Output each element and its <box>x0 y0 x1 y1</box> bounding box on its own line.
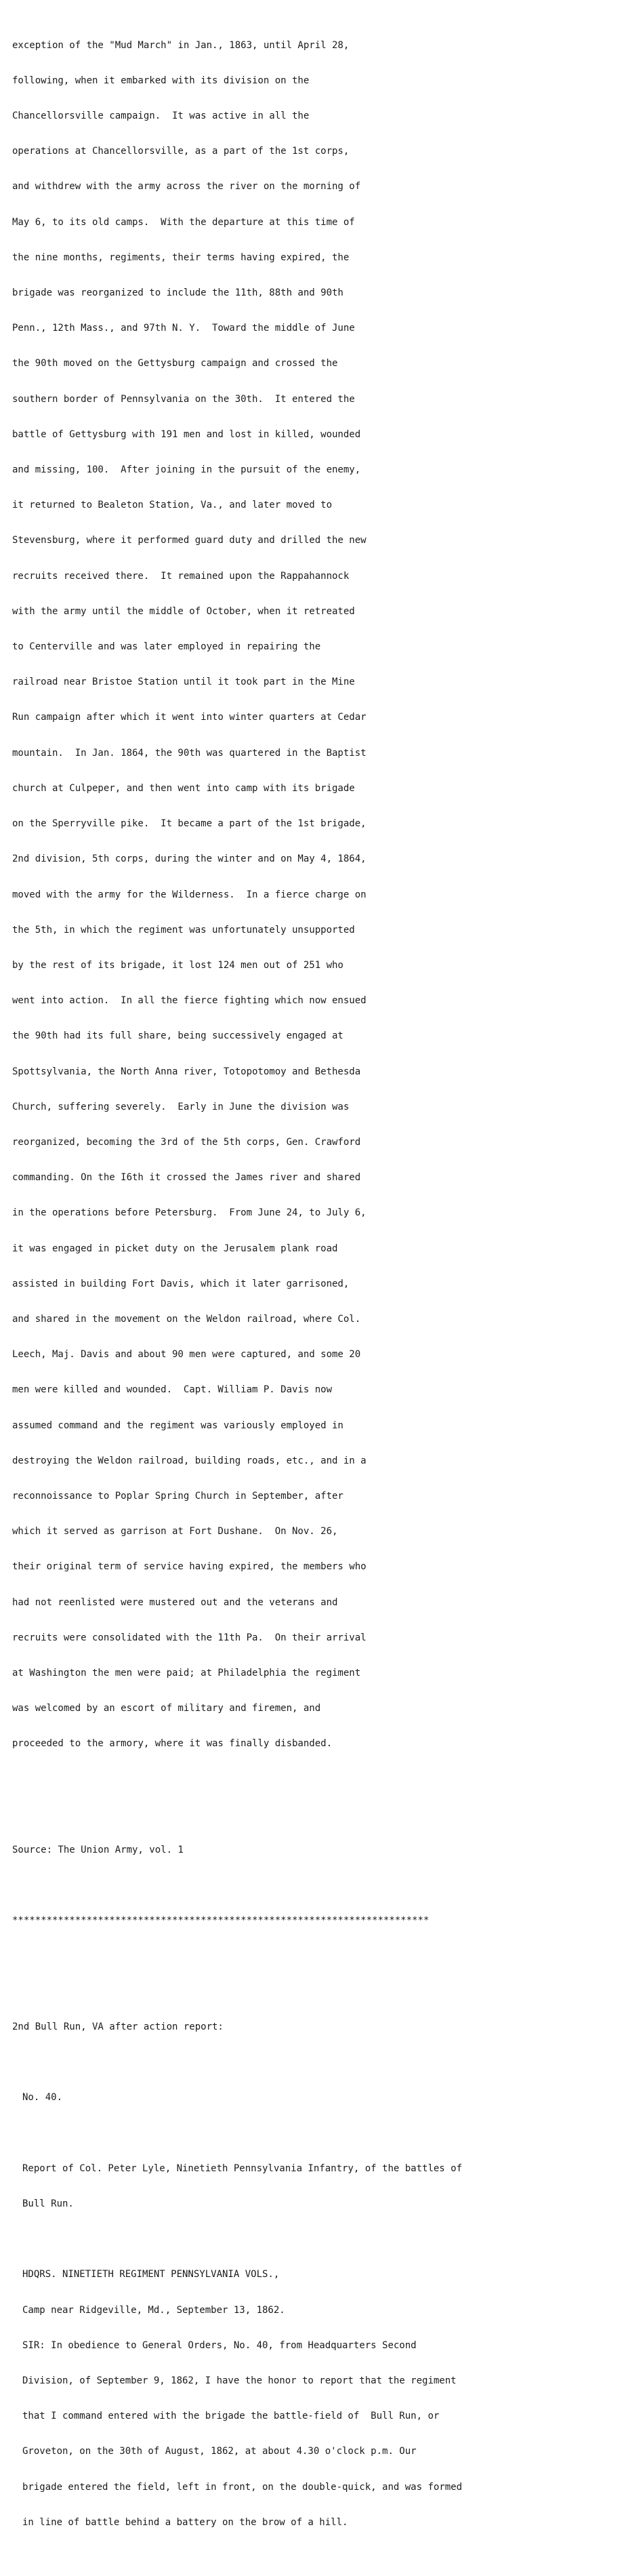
history-line: their original term of service having expired, the members who <box>12 1561 367 1573</box>
history-line: Spottsylvania, the North Anna river, Totopotomoy and Bethesda <box>12 1066 361 1077</box>
history-line: commanding. On the I6th it crossed the James river and shared <box>12 1172 361 1184</box>
history-line: the nine months, regiments, their terms having expired, the <box>12 251 350 263</box>
history-line: the 5th, in which the regiment was unfortunately unsupported <box>12 924 355 935</box>
history-line: railroad near Bristoe Station until it took part in the Mine <box>12 677 355 688</box>
history-line: assisted in building Fort Davis, which it later garrisoned, <box>12 1278 350 1289</box>
report-body-line: in line of battle behind a battery on the brow of a hill. <box>22 2516 348 2528</box>
history-line: in the operations before Petersburg. From June 24, to July 6, <box>12 1207 367 1219</box>
history-line: battle of Gettysburg with 191 men and lost in killed, wounded <box>12 428 361 440</box>
history-line: Run campaign after which it went into winter quarters at Cedar <box>12 712 367 723</box>
history-line: by the rest of its brigade, it lost 124 men out of 251 who <box>12 959 344 971</box>
history-line: reconnoissance to Poplar Spring Church in September, after <box>12 1490 344 1502</box>
history-line: and missing, 100. After joining in the pursuit of the enemy, <box>12 464 361 476</box>
history-line: destroying the Weldon railroad, building roads, etc., and in a <box>12 1455 367 1466</box>
history-line: southern border of Pennsylvania on the 30th. It entered the <box>12 393 355 405</box>
history-line: exception of the "Mud March" in Jan., 1863, until April 28, <box>12 39 350 51</box>
history-line: moved with the army for the Wilderness. In a fierce charge on <box>12 889 367 900</box>
spacer <box>12 1880 462 1891</box>
history-line: recruits were consolidated with the 11th Pa. On their arrival <box>12 1632 367 1643</box>
history-line: Stevensburg, where it performed guard duty and drilled the new <box>12 535 367 546</box>
spacer <box>12 1809 462 1821</box>
history-line: assumed command and the regiment was variously employed in <box>12 1420 344 1431</box>
history-line: it was engaged in picket duty on the Jerusalem plank road <box>12 1243 338 1254</box>
spacer <box>12 2128 462 2139</box>
history-line: Penn., 12th Mass., and 97th N. Y. Toward the middle of June <box>12 323 355 334</box>
report-heading: 2nd Bull Run, VA after action report: <box>12 2021 224 2033</box>
history-line: Church, suffering severely. Early in June the division was <box>12 1101 350 1112</box>
report-body-line: SIR: In obedience to General Orders, No. 40, from Headquarters Second <box>22 2339 417 2351</box>
history-line: 2nd division, 5th corps, during the winter and on May 4, 1864, <box>12 853 367 865</box>
history-line: with the army until the middle of October, when it retreated <box>12 605 355 617</box>
history-line: proceeded to the armory, where it was finally disbanded. <box>12 1738 333 1750</box>
report-number: No. 40. <box>22 2092 63 2104</box>
history-line: had not reenlisted were mustered out and the veterans and <box>12 1596 338 1608</box>
report-body-line: Camp near Ridgeville, Md., September 13, 1862. <box>22 2304 285 2316</box>
after-action-report <box>12 1998 462 2552</box>
history-line: the 90th had its full share, being successively engaged at <box>12 1030 344 1042</box>
history-line: mountain. In Jan. 1864, the 90th was quartered in the Baptist <box>12 747 367 759</box>
history-line: and withdrew with the army across the river on the morning of <box>12 181 361 193</box>
report-body-line: HDQRS. NINETIETH REGIMENT PENNSYLVANIA VOLS., <box>22 2269 280 2280</box>
history-line: church at Culpeper, and then went into camp with its brigade <box>12 782 355 794</box>
history-line: Chancellorsville campaign. It was active in all the <box>12 110 310 122</box>
history-line: Leech, Maj. Davis and about 90 men were captured, and some 20 <box>12 1349 361 1361</box>
history-line: May 6, to its old camps. With the departure at this time of <box>12 216 355 228</box>
history-line: was welcomed by an escort of military and firemen, and <box>12 1703 321 1714</box>
regiment-history <box>12 16 462 1774</box>
history-line: operations at Chancellorsville, as a part of the 1st corps, <box>12 146 350 157</box>
document-text <box>12 0 462 2576</box>
asterisk-separator: ************************************************************************* <box>12 1915 430 1927</box>
report-body-line: Groveton, on the 30th of August, 1862, at about 4.30 o'clock p.m. Our <box>22 2446 417 2457</box>
history-line: men were killed and wounded. Capt. William P. Davis now <box>12 1384 333 1396</box>
spacer <box>12 1951 462 1963</box>
history-line: at Washington the men were paid; at Philadelphia the regiment <box>12 1667 361 1678</box>
spacer <box>12 2057 462 2068</box>
report-body-line: that I command entered with the brigade the battle-field of Bull Run, or <box>22 2411 440 2422</box>
report-title-line: Bull Run. <box>22 2198 74 2210</box>
spacer <box>12 2234 462 2245</box>
source-citation: Source: The Union Army, vol. 1 <box>12 1845 184 1855</box>
history-line: went into action. In all the fierce fighting which now ensued <box>12 995 367 1007</box>
history-line: to Centerville and was later employed in repairing the <box>12 641 321 653</box>
history-line: and shared in the movement on the Weldon railroad, where Col. <box>12 1313 361 1325</box>
history-line: following, when it embarked with its division on the <box>12 75 310 86</box>
history-line: reorganized, becoming the 3rd of the 5th corps, Gen. Crawford <box>12 1136 361 1148</box>
history-line: on the Sperryville pike. It became a part of the 1st brigade, <box>12 818 367 830</box>
history-line: the 90th moved on the Gettysburg campaign and crossed the <box>12 358 338 369</box>
history-line: it returned to Bealeton Station, Va., and later moved to <box>12 500 333 511</box>
report-title-line: Report of Col. Peter Lyle, Ninetieth Pennsylvania Infantry, of the battles of <box>22 2162 463 2174</box>
report-body-line: brigade entered the field, left in front, on the double-quick, and was formed <box>22 2481 463 2493</box>
history-line: recruits received there. It remained upon the Rappahannock <box>12 570 350 582</box>
report-body-line: Division, of September 9, 1862, I have the honor to report that the regiment <box>22 2375 457 2387</box>
history-line: brigade was reorganized to include the 11th, 88th and 90th <box>12 287 344 299</box>
history-line: which it served as garrison at Fort Dushane. On Nov. 26, <box>12 1526 338 1537</box>
